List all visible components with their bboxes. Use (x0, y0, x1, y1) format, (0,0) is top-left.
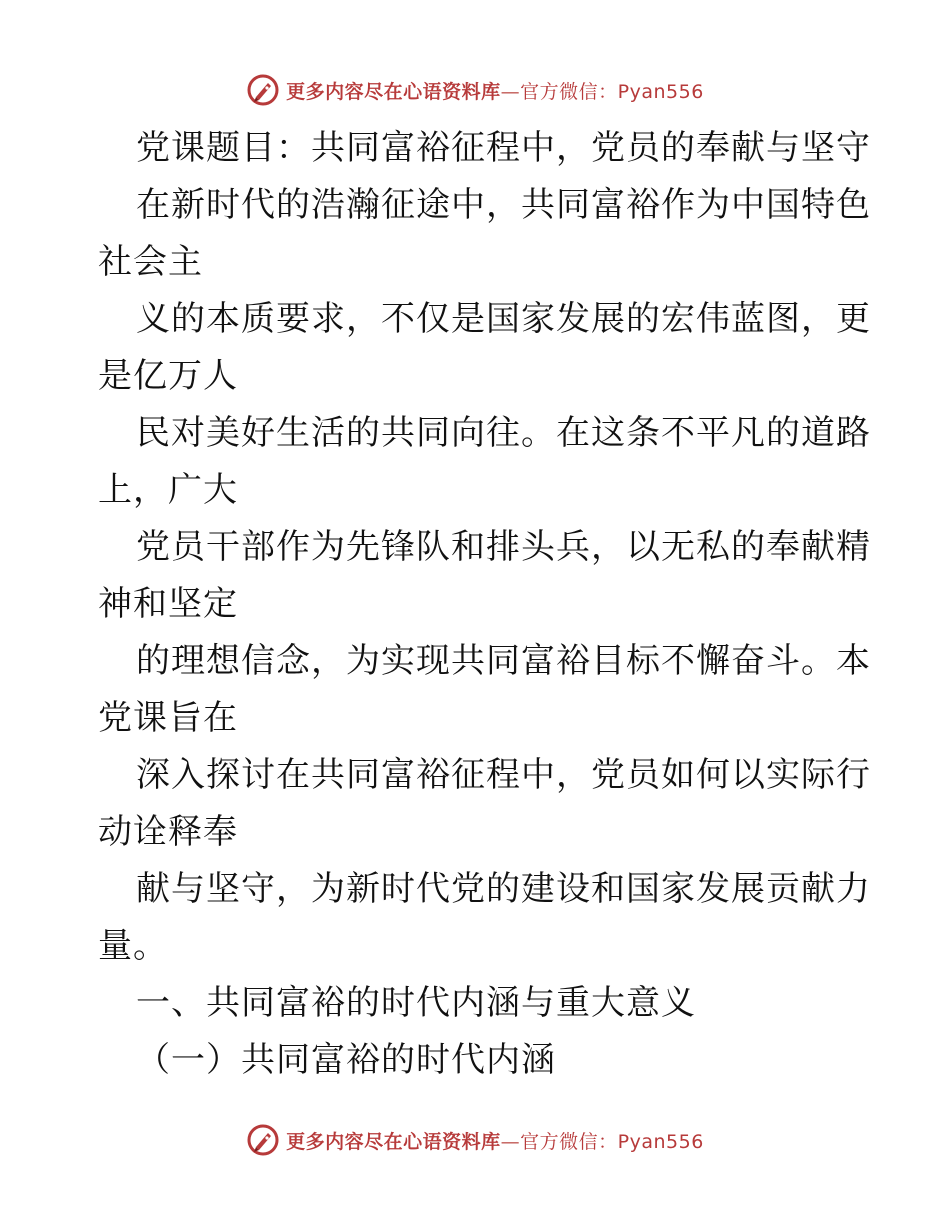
watermark-contact-text: 官方微信：Pyan556 (520, 80, 704, 103)
paragraph-line: 在新时代的浩瀚征途中，共同富裕作为中国特色 (136, 185, 871, 225)
paragraph-line: 献与坚守，为新时代党的建设和国家发展贡献力 (136, 869, 871, 909)
paragraph-line: 民对美好生活的共同向往。在这条不平凡的道路 (136, 413, 871, 453)
paragraph-line: 上，广大 (98, 470, 238, 510)
watermark-text (286, 1127, 704, 1154)
paragraph-line: 深入探讨在共同富裕征程中，党员如何以实际行 (136, 755, 871, 795)
paragraph-line: 党课旨在 (98, 698, 238, 738)
paragraph-line: 社会主 (98, 242, 203, 282)
paragraph-line: 的理想信念，为实现共同富裕目标不懈奋斗。本 (136, 641, 871, 681)
paragraph-line: 是亿万人 (98, 356, 238, 396)
watermark-site-text: 更多内容尽在心语资料库 (286, 80, 501, 103)
header-watermark (0, 70, 950, 110)
document-body (98, 120, 871, 1089)
paragraph-line: 神和坚定 (98, 584, 238, 624)
subsection-heading: （一）共同富裕的时代内涵 (136, 1040, 556, 1080)
paragraph-line: 动诠释奉 (98, 812, 238, 852)
paragraph-line: 量。 (98, 926, 168, 966)
section-heading: 一、共同富裕的时代内涵与重大意义 (136, 983, 696, 1023)
document-title: 党课题目：共同富裕征程中，党员的奉献与坚守 (136, 128, 871, 168)
footer-watermark (0, 1120, 950, 1160)
watermark-contact-text: 官方微信：Pyan556 (520, 1130, 704, 1153)
watermark-text (286, 77, 704, 104)
fountain-pen-logo-icon (246, 1123, 280, 1157)
watermark-dash: — (500, 80, 521, 103)
paragraph-line: 义的本质要求，不仅是国家发展的宏伟蓝图，更 (136, 299, 871, 339)
watermark-site-text: 更多内容尽在心语资料库 (286, 1130, 501, 1153)
paragraph-line: 党员干部作为先锋队和排头兵，以无私的奉献精 (136, 527, 871, 567)
watermark-dash: — (500, 1130, 521, 1153)
fountain-pen-logo-icon (246, 73, 280, 107)
